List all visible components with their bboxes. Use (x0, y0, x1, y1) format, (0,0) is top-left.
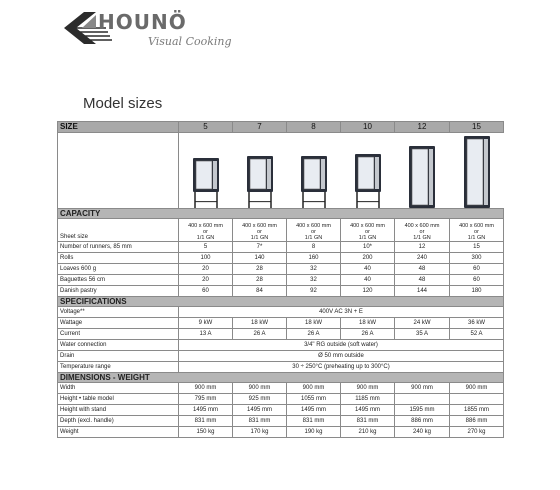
row-value: 40 (341, 264, 395, 275)
size-value: 10 (341, 122, 395, 133)
page-heading: Model sizes (83, 95, 163, 112)
row-value: 210 kg (341, 427, 395, 438)
capacity-title: CAPACITY (58, 209, 504, 219)
row-value: 400V AC 3N + E (179, 307, 504, 318)
row-value: 200 (341, 253, 395, 264)
row-value: 190 kg (287, 427, 341, 438)
row-value: 1495 mm (341, 405, 395, 416)
row-value: 831 mm (233, 416, 287, 427)
row-label: Weight (58, 427, 179, 438)
sheet-size-value: 400 x 600 mm or 1/1 GN (287, 219, 341, 242)
voltage-row (58, 307, 504, 318)
row-value: 30 ÷ 250°C (preheating up to 300°C) (179, 362, 504, 373)
oven-image-cell (341, 133, 395, 209)
row-value: 12 (395, 242, 450, 253)
dimensions-section-row (58, 373, 504, 383)
size-value: 5 (179, 122, 233, 133)
combi-oven-icon (299, 156, 329, 208)
row-value: 32 (287, 275, 341, 286)
row-value: 1055 mm (287, 394, 341, 405)
row-value: 20 (179, 275, 233, 286)
specifications-section-row (58, 297, 504, 307)
row-value: 1495 mm (233, 405, 287, 416)
row-value: 7* (233, 242, 287, 253)
row-value: 48 (395, 275, 450, 286)
row-value: 60 (450, 264, 504, 275)
row-value: 886 mm (450, 416, 504, 427)
row-label: Width (58, 383, 179, 394)
combi-oven-icon (407, 146, 437, 208)
combi-oven-icon (462, 136, 492, 208)
oven-image-cell (233, 133, 287, 209)
row-value: 140 (233, 253, 287, 264)
size-header-row (58, 122, 504, 133)
row-value: 925 mm (233, 394, 287, 405)
row-value: 150 kg (179, 427, 233, 438)
capacity-row (58, 242, 504, 253)
row-value: 270 kg (450, 427, 504, 438)
row-value: 1185 mm (341, 394, 395, 405)
specifications-title: SPECIFICATIONS (58, 297, 504, 307)
row-label: Depth (excl. handle) (58, 416, 179, 427)
brand-tagline: Visual Cooking (148, 35, 232, 48)
row-value: 28 (233, 264, 287, 275)
row-value: 24 kW (395, 318, 450, 329)
oven-images-row (58, 133, 504, 209)
row-value: 40 (341, 275, 395, 286)
row-label: Wattage (58, 318, 179, 329)
row-value: 886 mm (395, 416, 450, 427)
row-value: 900 mm (287, 383, 341, 394)
row-value: 26 A (287, 329, 341, 340)
row-value: 1495 mm (179, 405, 233, 416)
row-value: 170 kg (233, 427, 287, 438)
oven-image-cell (179, 133, 233, 209)
row-value: 300 (450, 253, 504, 264)
row-value: 26 A (233, 329, 287, 340)
row-value (395, 394, 450, 405)
row-value: 36 kW (450, 318, 504, 329)
row-value: 900 mm (341, 383, 395, 394)
row-label: Height • table model (58, 394, 179, 405)
oven-images-spacer (58, 133, 179, 209)
sheet-size-value: 400 x 600 mm or 1/1 GN (395, 219, 450, 242)
row-label: Voltage** (58, 307, 179, 318)
row-value: 795 mm (179, 394, 233, 405)
row-value: 52 A (450, 329, 504, 340)
row-value: 18 kW (233, 318, 287, 329)
model-sizes-table (57, 121, 504, 438)
row-value: 831 mm (179, 416, 233, 427)
sheet-size-row (58, 219, 504, 242)
row-value: 900 mm (450, 383, 504, 394)
combi-oven-icon (245, 156, 275, 208)
row-value: 1595 mm (395, 405, 450, 416)
sheet-size-value: 400 x 600 mm or 1/1 GN (179, 219, 233, 242)
row-label: Danish pastry (58, 286, 179, 297)
size-value: 15 (450, 122, 504, 133)
row-value: 28 (233, 275, 287, 286)
row-value: Ø 50 mm outside (179, 351, 504, 362)
size-label: SIZE (58, 122, 179, 133)
dimensions-row (58, 394, 504, 405)
row-value: 831 mm (341, 416, 395, 427)
row-value: 20 (179, 264, 233, 275)
row-label: Rolls (58, 253, 179, 264)
row-value: 32 (287, 264, 341, 275)
row-value: 18 kW (287, 318, 341, 329)
oven-image-cell (450, 133, 504, 209)
row-label: Temperature range (58, 362, 179, 373)
oven-image-cell (395, 133, 450, 209)
row-value: 15 (450, 242, 504, 253)
row-value: 144 (395, 286, 450, 297)
dimensions-title: DIMENSIONS - WEIGHT (58, 373, 504, 383)
row-label: Loaves 600 g (58, 264, 179, 275)
row-value: 84 (233, 286, 287, 297)
row-value: 900 mm (179, 383, 233, 394)
row-value: 35 A (395, 329, 450, 340)
row-value: 9 kW (179, 318, 233, 329)
row-label: Baguettes 56 cm (58, 275, 179, 286)
size-value: 8 (287, 122, 341, 133)
dimensions-row (58, 416, 504, 427)
row-value: 120 (341, 286, 395, 297)
row-value: 1495 mm (287, 405, 341, 416)
current-row (58, 329, 504, 340)
row-value: 10* (341, 242, 395, 253)
row-label: Current (58, 329, 179, 340)
sheet-size-value: 400 x 600 mm or 1/1 GN (450, 219, 504, 242)
row-value: 100 (179, 253, 233, 264)
row-label: Sheet size (58, 219, 179, 242)
sheet-size-value: 400 x 600 mm or 1/1 GN (341, 219, 395, 242)
dimensions-row (58, 405, 504, 416)
water-row (58, 340, 504, 351)
combi-oven-icon (191, 158, 221, 208)
row-label: Number of runners, 85 mm (58, 242, 179, 253)
row-value: 18 kW (341, 318, 395, 329)
row-value: 48 (395, 264, 450, 275)
dimensions-row (58, 383, 504, 394)
row-label: Drain (58, 351, 179, 362)
capacity-row (58, 275, 504, 286)
row-value: 26 A (341, 329, 395, 340)
row-label: Water connection (58, 340, 179, 351)
row-value: 13 A (179, 329, 233, 340)
dimensions-row (58, 427, 504, 438)
row-label: Height with stand (58, 405, 179, 416)
size-value: 7 (233, 122, 287, 133)
capacity-row (58, 264, 504, 275)
row-value: 5 (179, 242, 233, 253)
row-value: 92 (287, 286, 341, 297)
capacity-row (58, 286, 504, 297)
row-value: 60 (179, 286, 233, 297)
row-value: 831 mm (287, 416, 341, 427)
row-value: 180 (450, 286, 504, 297)
size-value: 12 (395, 122, 450, 133)
row-value: 240 (395, 253, 450, 264)
drain-row (58, 351, 504, 362)
row-value (450, 394, 504, 405)
row-value: 900 mm (233, 383, 287, 394)
row-value: 60 (450, 275, 504, 286)
row-value: 1855 mm (450, 405, 504, 416)
row-value: 3/4" RG outside (soft water) (179, 340, 504, 351)
combi-oven-icon (353, 154, 383, 208)
row-value: 8 (287, 242, 341, 253)
temperature-row (58, 362, 504, 373)
capacity-section-row (58, 209, 504, 219)
row-value: 240 kg (395, 427, 450, 438)
wattage-row (58, 318, 504, 329)
oven-image-cell (287, 133, 341, 209)
capacity-row (58, 253, 504, 264)
brand-name: HOUNÖ (98, 10, 187, 34)
sheet-size-value: 400 x 600 mm or 1/1 GN (233, 219, 287, 242)
row-value: 900 mm (395, 383, 450, 394)
row-value: 160 (287, 253, 341, 264)
